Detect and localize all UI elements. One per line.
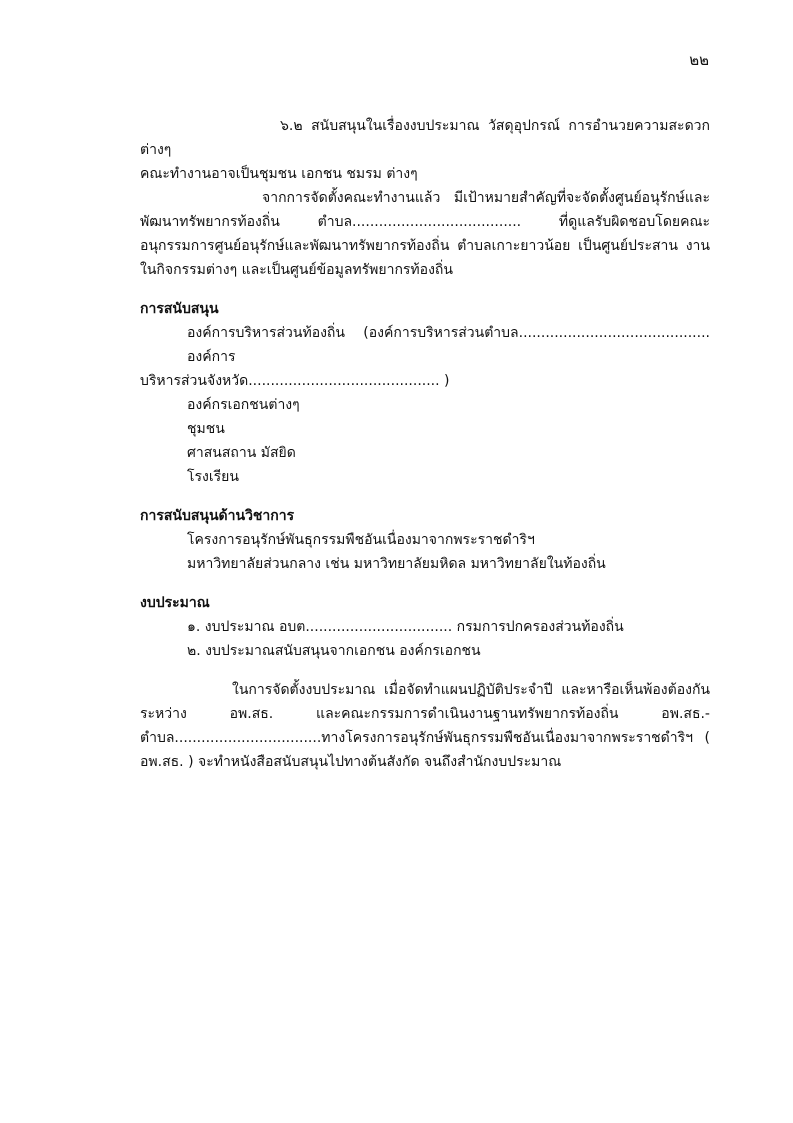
page-number: ๒๒ [689, 51, 709, 69]
budget-item: ๒. งบประมาณสนับสนุนจากเอกชน องค์กรเอกชน [187, 643, 481, 659]
intro-line-2: คณะทำงานอาจเป็นชุมชน เอกชน ชมรม ต่างๆ [140, 166, 418, 182]
support-item: ชุมชน [187, 421, 225, 437]
page-content [140, 114, 710, 774]
support-local-gov-line-2: บริหารส่วนจังหวัด........................................... ) [140, 373, 450, 389]
budget-item: ๑. งบประมาณ อบต................................. กรมการปกครองส่วนท้องถิ่น [187, 619, 624, 635]
intro-paragraph: จากการจัดตั้งคณะทำงานแล้ว มีเป้าหมายสำคัญที่จะจัดตั้งศูนย์อนุรักษ์และพัฒนาทรัพยากรท้องถิ่น ตำบล...................................... ที่ดูแลรับผิดชอบโดยคณะอนุกรรมการศูนย์อนุรักษ์และพัฒนาทรัพยากรท้องถิ่น ตำบลเกาะยาวน้อย เป็นศูนย์ประสาน งานในกิจกรรมต่างๆ และเป็นศูนย์ข้อมูลทรัพยากรท้องถิ่น [140, 190, 710, 278]
intro-line-1: ๖.๒ สนับสนุนในเรื่องงบประมาณ วัสดุอุปกรณ์ การอำนวยความสะดวกต่างๆ [140, 118, 710, 158]
support-local-gov-line-1: องค์การบริหารส่วนท้องถิ่น (องค์การบริหารส่วนตำบล........................................... องค์การ [187, 325, 710, 365]
support-item: โรงเรียน [187, 469, 239, 485]
closing-paragraph: ในการจัดตั้งงบประมาณ เมื่อจัดทำแผนปฏิบัติประจำปี และหารือเห็นพ้องต้องกันระหว่าง อพ.สธ. และคณะกรรมการดำเนินงานฐานทรัพยากรท้องถิ่น อพ.สธ.-ตำบล.................................ทางโครงการอนุรักษ์พันธุกรรมพืชอันเนื่องมาจากพระราชดำริฯ ( อพ.สธ. ) จะทำหนังสือสนับสนุนไปทางต้นสังกัด จนถึงสำนักงบประมาณ [140, 682, 710, 770]
support-item: องค์กรเอกชนต่างๆ [187, 397, 300, 413]
support-item: ศาสนสถาน มัสยิด [187, 445, 296, 461]
budget-heading: งบประมาณ [140, 595, 210, 611]
academic-item: มหาวิทยาลัยส่วนกลาง เช่น มหาวิทยาลัยมหิดล มหาวิทยาลัยในท้องถิ่น [187, 556, 606, 572]
academic-item: โครงการอนุรักษ์พันธุกรรมพืชอันเนื่องมาจากพระราชดำริฯ [187, 532, 535, 548]
academic-heading: การสนับสนุนด้านวิชาการ [140, 508, 295, 524]
support-heading: การสนับสนุน [140, 301, 219, 317]
